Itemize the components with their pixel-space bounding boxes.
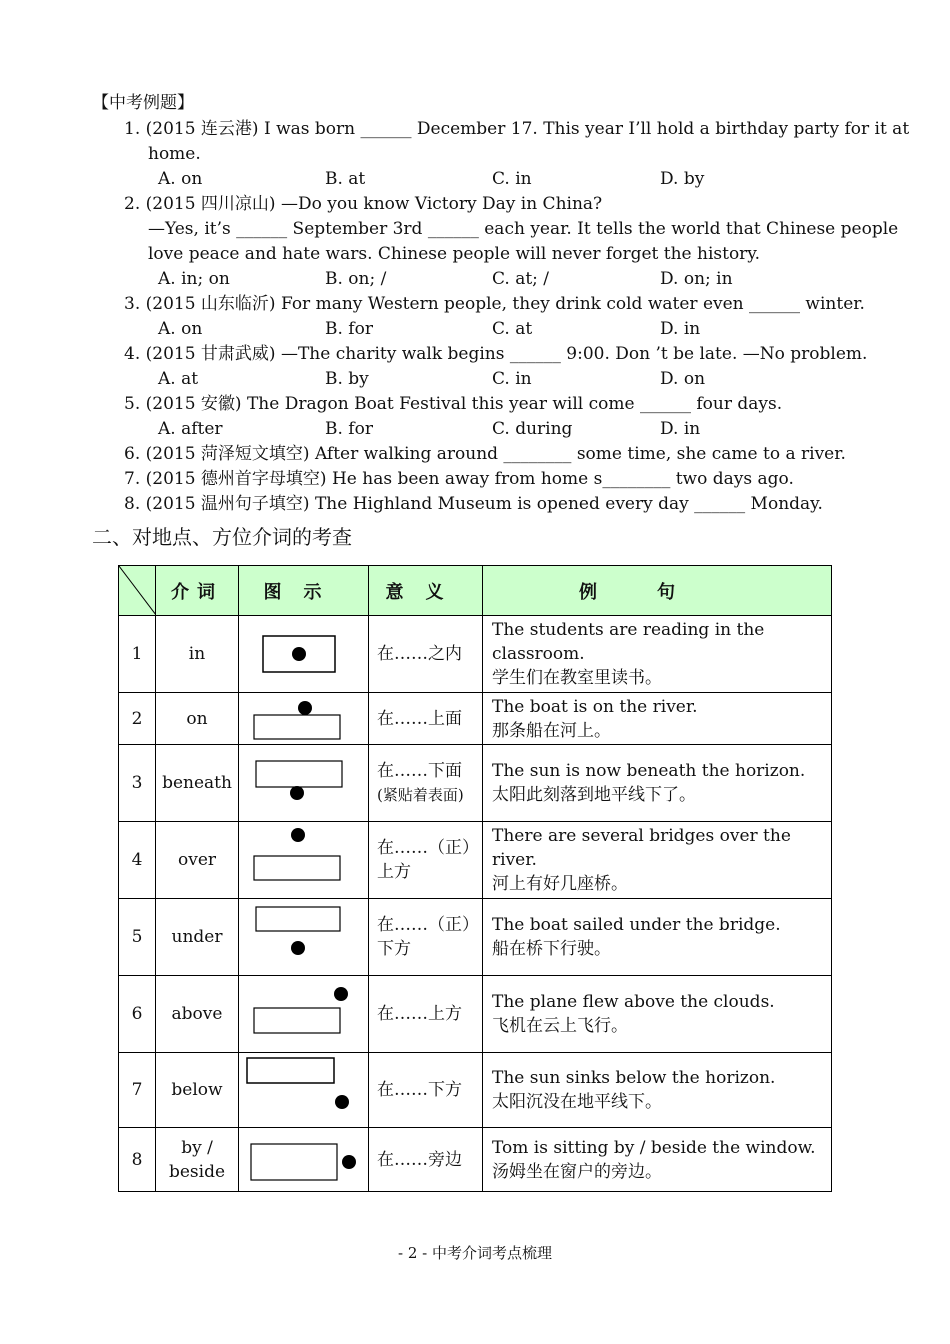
row-number: 7 bbox=[119, 1053, 156, 1128]
diagram-on bbox=[239, 693, 369, 745]
row-example-en: Tom is sitting by / beside the window. bbox=[492, 1137, 816, 1158]
question-4-option-b: B. by bbox=[325, 369, 369, 389]
question-5-option-c: C. during bbox=[492, 419, 573, 439]
table-row bbox=[119, 1053, 832, 1128]
row-number: 4 bbox=[119, 822, 156, 899]
row-example-zh: 太阳沉没在地平线下。 bbox=[492, 1092, 662, 1112]
row-number: 8 bbox=[119, 1128, 156, 1192]
diagram-in bbox=[239, 616, 369, 693]
question-2-option-a: A. in; on bbox=[158, 269, 230, 289]
diagram-beside bbox=[239, 1128, 369, 1192]
row-meaning-note: (紧贴着表面) bbox=[377, 786, 464, 804]
diagram-over-graphic bbox=[239, 822, 369, 898]
section-title: 二、对地点、方位介词的考查 bbox=[92, 525, 352, 549]
diagram-beside-graphic bbox=[239, 1128, 369, 1191]
table-header-row bbox=[119, 566, 832, 616]
diagram-in-graphic bbox=[239, 616, 369, 692]
row-example-en: The students are reading in the classroom. bbox=[492, 620, 765, 664]
row-meaning-cont: 下方 bbox=[377, 939, 411, 959]
row-meaning: 在……下面 bbox=[377, 761, 462, 781]
question-1-option-d: D. by bbox=[660, 169, 705, 189]
question-4-line1: 4. (2015 甘肃武威) —The charity walk begins ______ 9:00. Don ’t be late. —No problem. bbox=[124, 344, 868, 364]
row-preposition: over bbox=[156, 822, 239, 899]
table-row bbox=[119, 745, 832, 822]
row-preposition-alt: beside bbox=[168, 1161, 226, 1182]
question-5-option-b: B. for bbox=[325, 419, 373, 439]
row-example-en: The boat is on the river. bbox=[492, 696, 698, 717]
row-preposition: under bbox=[156, 899, 239, 976]
question-5-option-a: A. after bbox=[158, 419, 223, 439]
question-1-option-b: B. at bbox=[325, 169, 366, 189]
diagram-below bbox=[239, 1053, 369, 1128]
diagram-beneath-graphic bbox=[239, 745, 369, 821]
row-preposition: below bbox=[156, 1053, 239, 1128]
row-number: 3 bbox=[119, 745, 156, 822]
row-meaning: 在……之内 bbox=[377, 644, 462, 664]
question-6-line1: 6. (2015 菏泽短文填空) After walking around ________ some time, she came to a river. bbox=[124, 444, 846, 464]
row-example-en: The plane flew above the clouds. bbox=[492, 992, 775, 1012]
row-meaning: 在……上面 bbox=[377, 708, 462, 729]
row-example-en: The boat sailed under the bridge. bbox=[492, 915, 781, 935]
question-4-option-d: D. on bbox=[660, 369, 706, 389]
table-row bbox=[119, 693, 832, 745]
diagram-above-graphic bbox=[239, 976, 369, 1052]
question-2-line1: 2. (2015 四川凉山) —Do you know Victory Day in China? bbox=[124, 194, 603, 214]
diagram-over bbox=[239, 822, 369, 899]
table-row bbox=[119, 616, 832, 693]
question-7-line1: 7. (2015 德州首字母填空) He has been away from home s________ two days ago. bbox=[124, 469, 794, 489]
row-example-zh: 船在桥下行驶。 bbox=[492, 939, 611, 959]
row-preposition: above bbox=[156, 976, 239, 1053]
question-5-line1: 5. (2015 安徽) The Dragon Boat Festival this year will come ______ four days. bbox=[124, 394, 783, 414]
question-1-line2: home. bbox=[148, 144, 201, 164]
row-number: 6 bbox=[119, 976, 156, 1053]
row-meaning-cont: 上方 bbox=[377, 862, 411, 882]
row-meaning: 在……旁边 bbox=[377, 1149, 462, 1170]
row-example-zh: 那条船在河上。 bbox=[492, 720, 611, 741]
header-meaning: 意义 bbox=[369, 566, 483, 616]
table-row bbox=[119, 1128, 832, 1192]
header-example: 例句 bbox=[483, 566, 832, 616]
diagram-under-graphic bbox=[239, 899, 369, 975]
header-diagram: 图示 bbox=[239, 566, 369, 616]
row-number: 2 bbox=[119, 693, 156, 745]
question-2-option-c: C. at; / bbox=[492, 269, 550, 289]
diagram-above bbox=[239, 976, 369, 1053]
diagram-below-graphic bbox=[239, 1053, 369, 1127]
question-3-option-d: D. in bbox=[660, 319, 701, 339]
question-2-line2: —Yes, it’s ______ September 3rd ______ each year. It tells the world that Chinese people bbox=[148, 219, 899, 239]
question-1-option-c: C. in bbox=[492, 169, 532, 189]
row-preposition: in bbox=[156, 616, 239, 693]
row-preposition: beneath bbox=[156, 745, 239, 822]
question-3-option-a: A. on bbox=[158, 319, 203, 339]
row-number: 5 bbox=[119, 899, 156, 976]
diagram-under bbox=[239, 899, 369, 976]
page-footer: - 2 - 中考介词考点梳理 bbox=[398, 1244, 552, 1262]
question-3-option-b: B. for bbox=[325, 319, 373, 339]
question-8-line1: 8. (2015 温州句子填空) The Highland Museum is opened every day ______ Monday. bbox=[124, 494, 823, 514]
table-row bbox=[119, 976, 832, 1053]
question-4-option-a: A. at bbox=[158, 369, 199, 389]
row-example-en: There are several bridges over the river. bbox=[492, 826, 791, 870]
question-3-option-c: C. at bbox=[492, 319, 533, 339]
diagonal-line bbox=[119, 566, 156, 615]
preposition-table bbox=[118, 565, 832, 1192]
row-meaning: 在……下方 bbox=[377, 1080, 462, 1100]
question-2-option-b: B. on; / bbox=[325, 269, 387, 289]
row-example-zh: 学生们在教室里读书。 bbox=[492, 668, 662, 688]
table-row bbox=[119, 899, 832, 976]
row-example-zh: 汤姆坐在窗户的旁边。 bbox=[492, 1161, 662, 1182]
row-example-zh: 太阳此刻落到地平线下了。 bbox=[492, 785, 696, 805]
row-example-en: The sun is now beneath the horizon. bbox=[492, 761, 806, 781]
row-meaning: 在……上方 bbox=[377, 1004, 462, 1024]
question-5-option-d: D. in bbox=[660, 419, 701, 439]
question-4-option-c: C. in bbox=[492, 369, 532, 389]
row-meaning: 在……（正） bbox=[377, 915, 479, 935]
row-number: 1 bbox=[119, 616, 156, 693]
row-example-zh: 河上有好几座桥。 bbox=[492, 874, 628, 894]
question-1-option-a: A. on bbox=[158, 169, 203, 189]
exam-header: 【中考例题】 bbox=[92, 93, 194, 113]
diagram-beneath bbox=[239, 745, 369, 822]
row-preposition: on bbox=[156, 693, 239, 745]
row-preposition: by / bbox=[181, 1137, 213, 1158]
question-3-line1: 3. (2015 山东临沂) For many Western people, they drink cold water even ______ winter. bbox=[124, 294, 865, 314]
corner-cell bbox=[119, 566, 156, 616]
row-meaning: 在……（正） bbox=[377, 838, 479, 858]
question-2-line3: love peace and hate wars. Chinese people will never forget the history. bbox=[148, 244, 761, 264]
question-1-line1: 1. (2015 连云港) I was born ______ December 17. This year I’ll hold a birthday party for it at bbox=[124, 119, 910, 139]
row-example-zh: 飞机在云上飞行。 bbox=[492, 1016, 628, 1036]
row-example-en: The sun sinks below the horizon. bbox=[492, 1068, 776, 1088]
question-2-option-d: D. on; in bbox=[660, 269, 733, 289]
diagram-on-graphic bbox=[239, 693, 369, 744]
table-row bbox=[119, 822, 832, 899]
header-preposition: 介词 bbox=[156, 566, 239, 616]
